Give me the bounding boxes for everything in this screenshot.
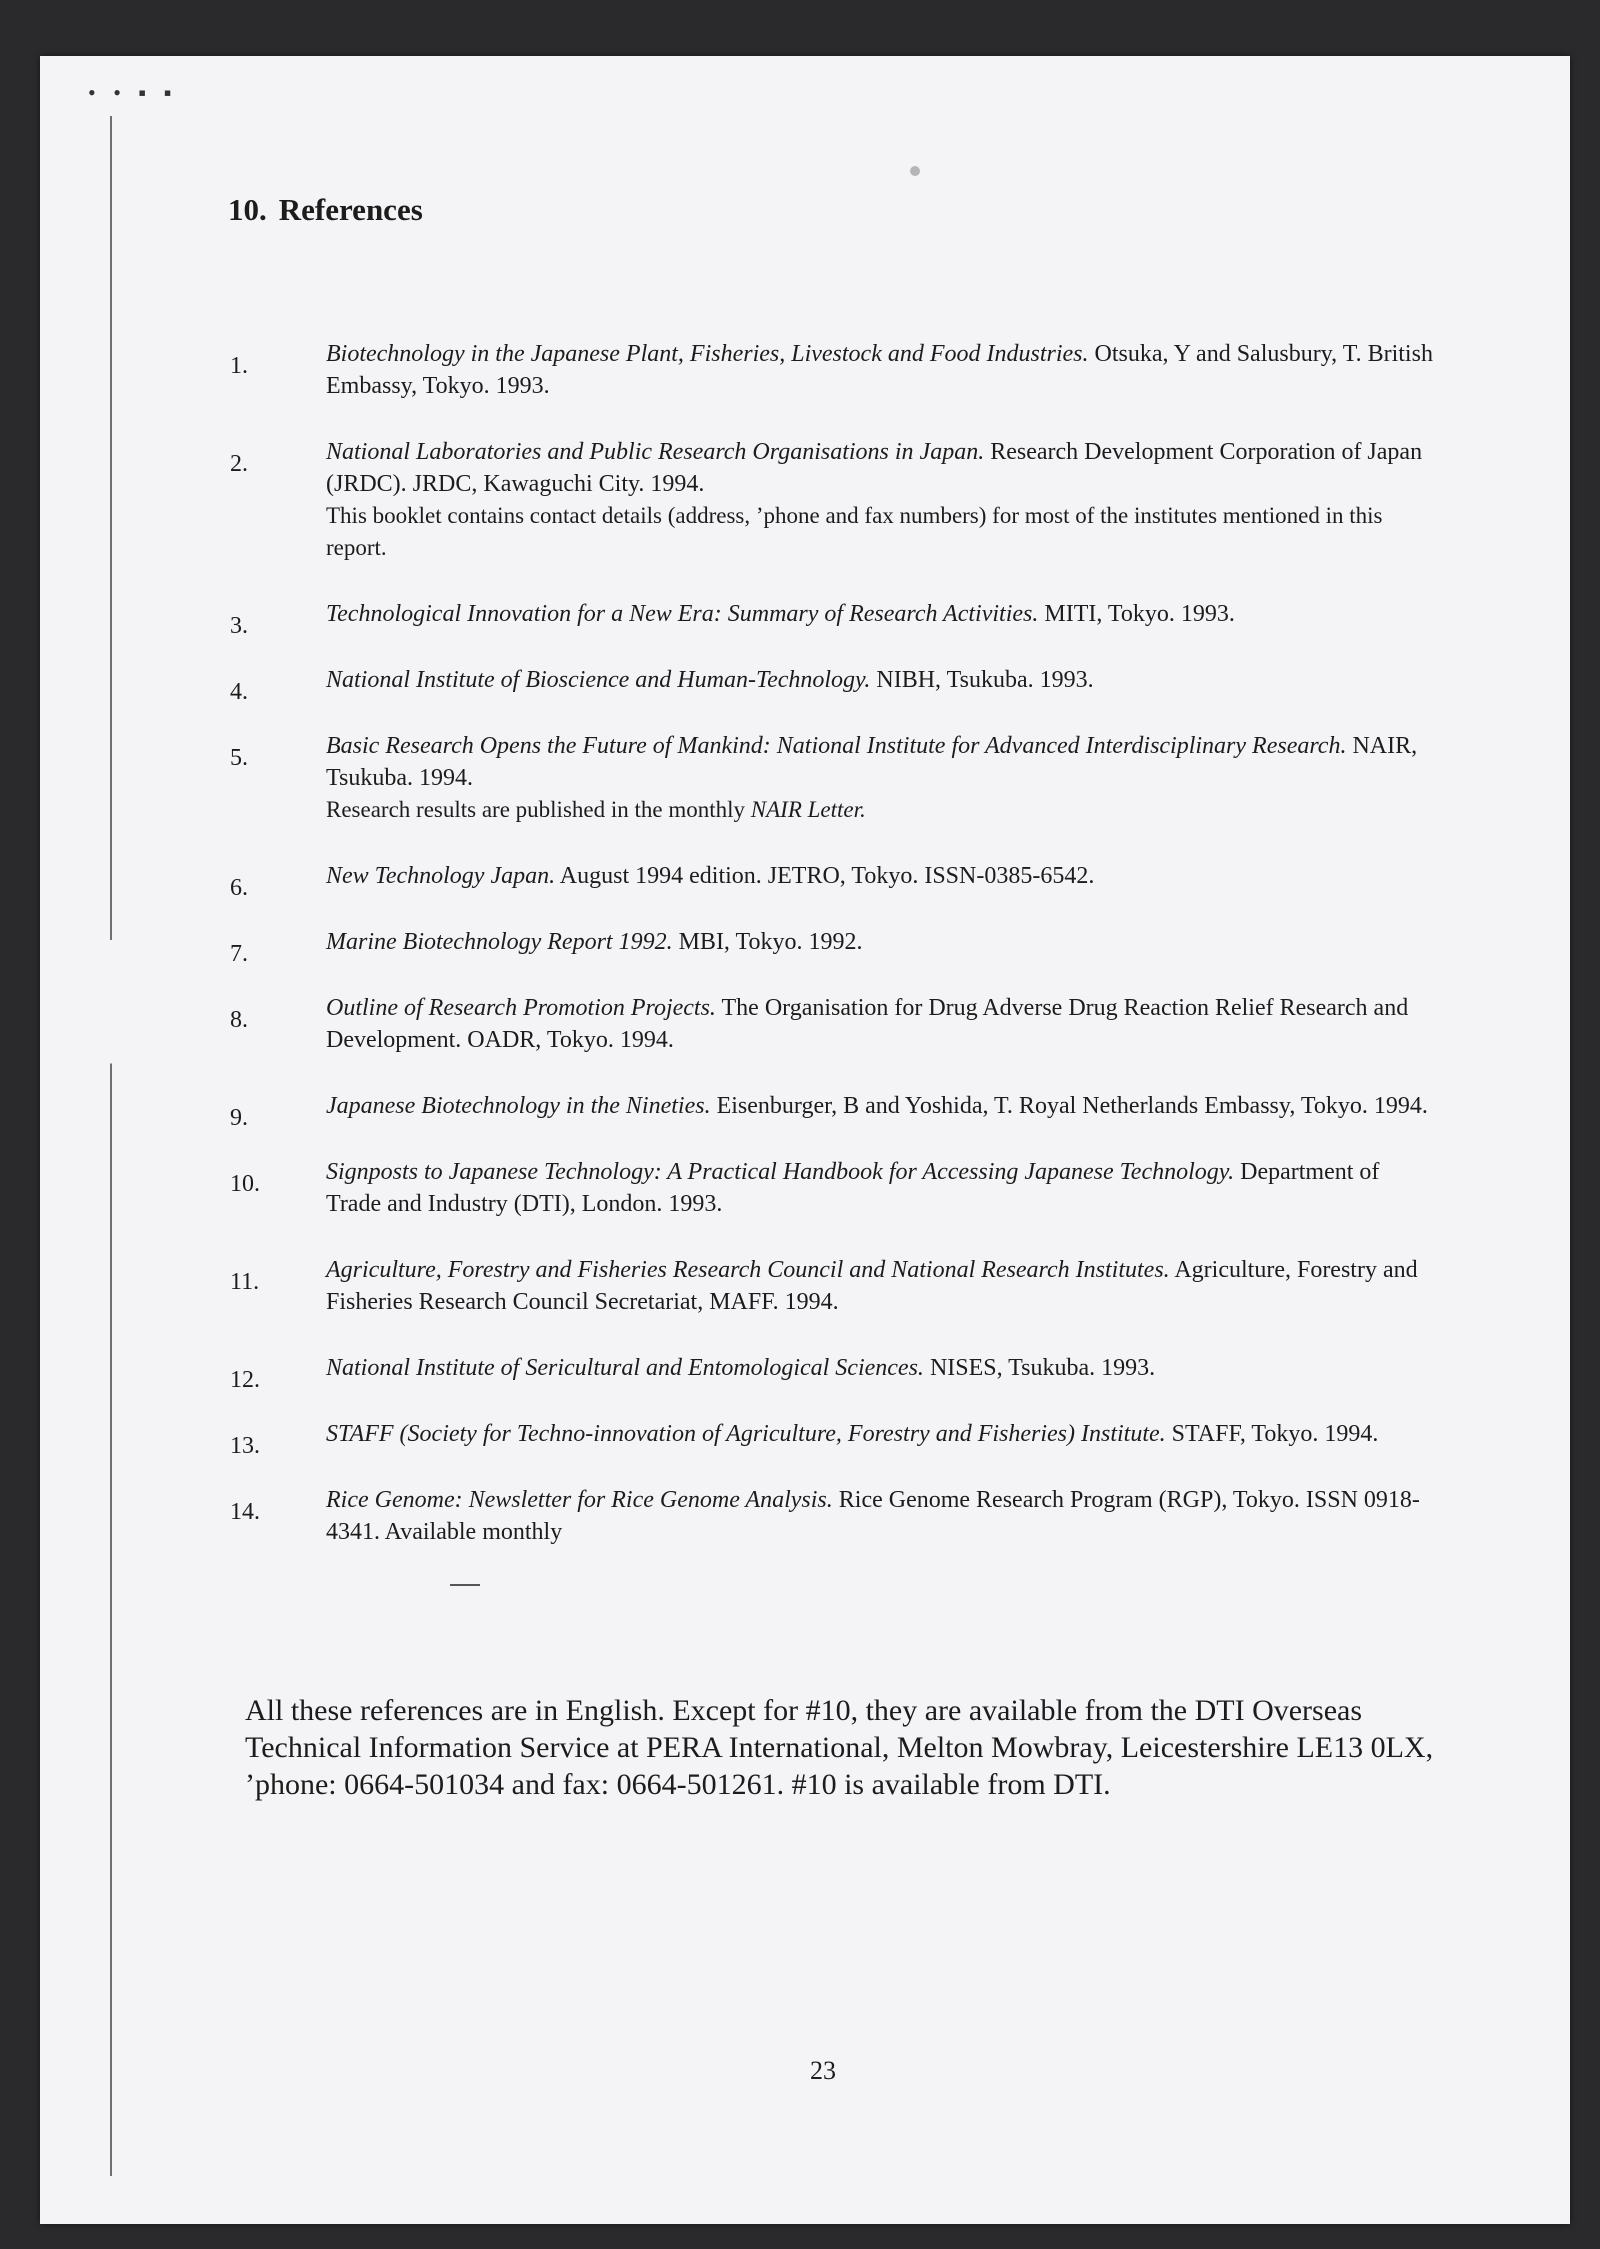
reference-details: The Organisation for Drug Adverse Drug Reaction Relief Research and Development. OADR, Tokyo. 1994.	[326, 995, 1409, 1053]
document-page	[40, 56, 1570, 2224]
reference-title: Basic Research Opens the Future of Mankind: National Institute for Advanced Interdisciplinary Research.	[326, 733, 1347, 759]
section-heading	[228, 192, 423, 228]
reference-note	[326, 794, 1440, 826]
reference-title: Rice Genome: Newsletter for Rice Genome Analysis.	[326, 1487, 833, 1513]
page-number: 23	[810, 2056, 836, 2085]
reference-item	[230, 338, 1440, 402]
reference-note	[326, 500, 1440, 564]
reference-number: 7.	[230, 941, 248, 967]
punch-marks: • • ▪ ▪	[88, 80, 178, 105]
reference-details: Research Development Corporation of Japan (JRDC). JRDC, Kawaguchi City. 1994.	[326, 439, 1423, 497]
reference-list	[230, 338, 1440, 1582]
reference-details: Rice Genome Research Program (RGP), Tokyo. ISSN 0918-4341. Available monthly	[326, 1487, 1420, 1545]
scan-speck	[910, 166, 920, 176]
reference-details: NIBH, Tsukuba. 1993.	[876, 667, 1094, 693]
section-number: 10.	[228, 192, 267, 227]
reference-title: Japanese Biotechnology in the Nineties.	[326, 1093, 711, 1119]
reference-note-title: NAIR Letter.	[750, 797, 866, 822]
reference-details: Otsuka, Y and Salusbury, T. British Embassy, Tokyo. 1993.	[326, 341, 1433, 399]
reference-number: 4.	[230, 679, 248, 705]
availability-paragraph: All these references are in English. Except for #10, they are available from the DTI Overseas Technical Information Service at PERA International, Melton Mowbray, Leicestershire LE13 0LX, ’phone: 0664-501034 and fax: 0664-501261. #10 is available from DTI.	[245, 1694, 1434, 1801]
reference-title: Outline of Research Promotion Projects.	[326, 995, 716, 1021]
reference-title: Biotechnology in the Japanese Plant, Fisheries, Livestock and Food Industries.	[326, 341, 1089, 367]
reference-details: NAIR, Tsukuba. 1994.	[326, 733, 1418, 791]
margin-line	[110, 116, 112, 2176]
reference-title: National Institute of Bioscience and Human-Technology.	[326, 667, 871, 693]
reference-number: 10.	[230, 1171, 260, 1197]
reference-item	[230, 860, 1440, 901]
reference-item	[230, 436, 1440, 564]
reference-title: Signposts to Japanese Technology: A Practical Handbook for Accessing Japanese Technology.	[326, 1159, 1235, 1185]
reference-title: National Institute of Sericultural and Entomological Sciences.	[326, 1355, 924, 1381]
reference-details: STAFF, Tokyo. 1994.	[1171, 1421, 1379, 1447]
reference-title: Marine Biotechnology Report 1992.	[326, 929, 673, 955]
reference-number: 2.	[230, 451, 248, 477]
section-title: References	[278, 192, 423, 227]
reference-item	[230, 730, 1440, 826]
reference-item	[230, 598, 1440, 639]
reference-title: STAFF (Society for Techno-innovation of Agriculture, Forestry and Fisheries) Institute.	[326, 1421, 1166, 1447]
reference-number: 11.	[230, 1269, 260, 1295]
reference-item	[230, 1418, 1440, 1459]
reference-title: Agriculture, Forestry and Fisheries Research Council and National Research Institutes.	[326, 1257, 1170, 1283]
reference-item	[230, 992, 1440, 1056]
reference-title: National Laboratories and Public Research Organisations in Japan.	[326, 439, 985, 465]
reference-number: 1.	[230, 353, 248, 379]
reference-item	[230, 1156, 1440, 1220]
reference-details: August 1994 edition. JETRO, Tokyo. ISSN-0385-6542.	[559, 863, 1095, 889]
reference-title: Technological Innovation for a New Era: Summary of Research Activities.	[326, 601, 1039, 627]
reference-details: MBI, Tokyo. 1992.	[678, 929, 863, 955]
reference-note-text: This booklet contains contact details (address, ’phone and fax numbers) for most of the institutes mentioned in this report.	[326, 503, 1383, 560]
reference-details: Department of Trade and Industry (DTI), London. 1993.	[326, 1159, 1380, 1217]
reference-item	[230, 1484, 1440, 1548]
reference-details: Eisenburger, B and Yoshida, T. Royal Netherlands Embassy, Tokyo. 1994.	[716, 1093, 1428, 1119]
reference-number: 12.	[230, 1367, 260, 1393]
reference-note-text: Research results are published in the monthly	[326, 797, 746, 822]
reference-item	[230, 1352, 1440, 1393]
reference-number: 8.	[230, 1007, 248, 1033]
reference-number: 13.	[230, 1433, 260, 1459]
reference-item	[230, 1254, 1440, 1318]
reference-number: 14.	[230, 1499, 260, 1525]
reference-details: NISES, Tsukuba. 1993.	[929, 1355, 1156, 1381]
reference-number: 3.	[230, 613, 248, 639]
reference-number: 5.	[230, 745, 248, 771]
reference-details: MITI, Tokyo. 1993.	[1044, 601, 1235, 627]
reference-number: 6.	[230, 875, 248, 901]
reference-item	[230, 926, 1440, 967]
reference-item	[230, 1090, 1440, 1131]
reference-number: 9.	[230, 1105, 248, 1131]
reference-item	[230, 664, 1440, 705]
reference-title: New Technology Japan.	[326, 863, 556, 889]
reference-details: Agriculture, Forestry and Fisheries Research Council Secretariat, MAFF. 1994.	[326, 1257, 1418, 1315]
stray-mark	[450, 1584, 480, 1586]
